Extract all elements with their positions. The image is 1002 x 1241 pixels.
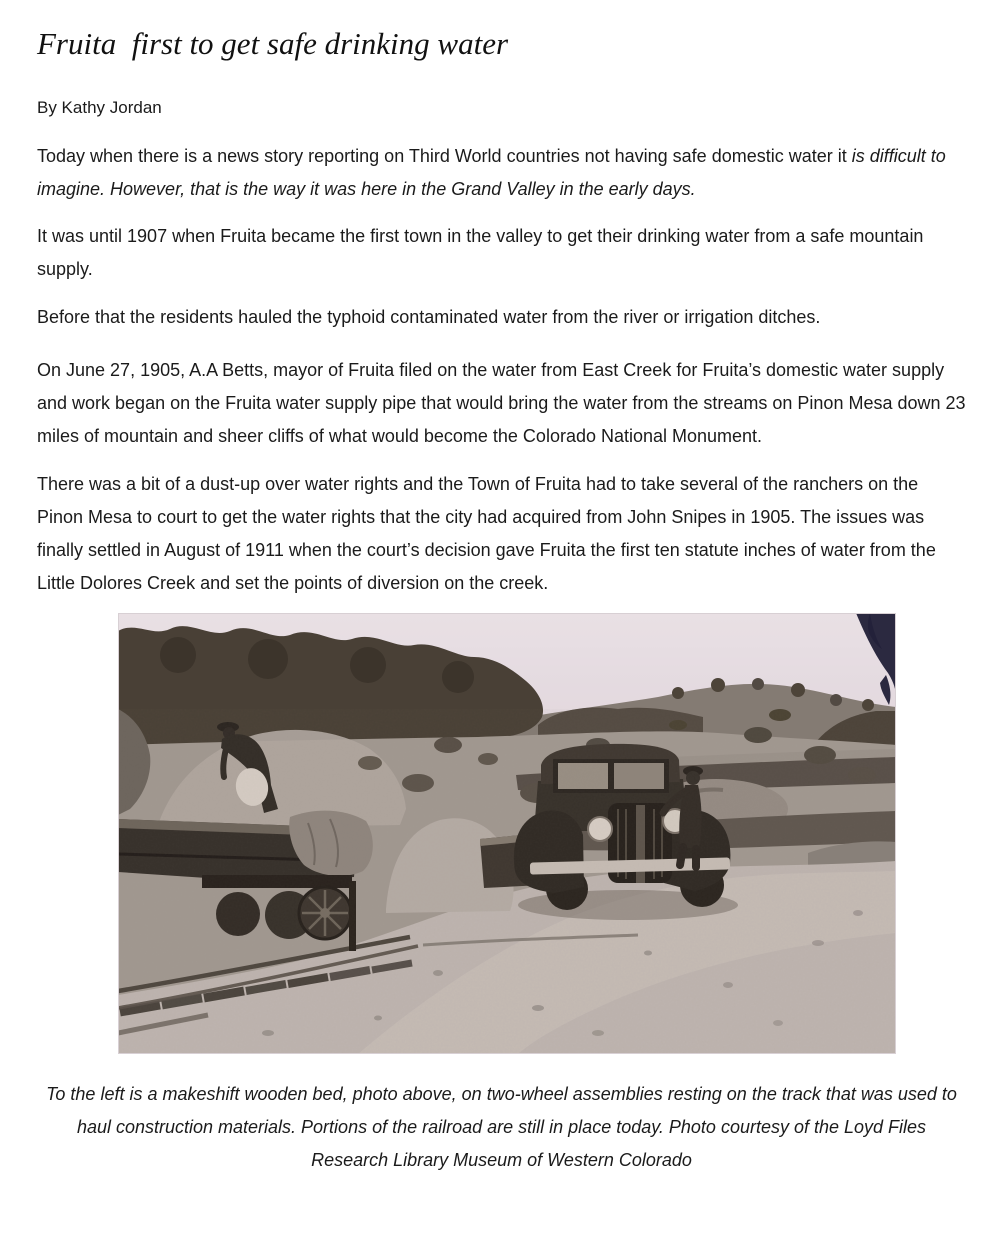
article-paragraph: Before that the residents hauled the typhoid contaminated water from the river or irrigation ditches. xyxy=(37,307,821,327)
article-paragraph-intro xyxy=(37,140,966,206)
article-paragraph: On June 27, 1905, A.A Betts, mayor of Fruita filed on the water from East Creek for Fruita’s domestic water supply and work began on the Fruita water supply pipe that would bring the water from the streams on Pinon Mesa down 23 miles of mountain and sheer cliffs of what would become the Colorado National Monument. xyxy=(37,360,966,446)
photo-caption: To the left is a makeshift wooden bed, photo above, on two-wheel assemblies resting on the track that was used to haul construction materials. Portions of the railroad are still in place today. Photo courtesy of the Loyd Files Research Library Museum of Western Colorado xyxy=(46,1084,957,1170)
article-byline: By Kathy Jordan xyxy=(37,98,162,117)
historic-photo xyxy=(118,613,896,1054)
intro-plain-text: Today when there is a news story reporting on Third World countries not having safe domestic water it xyxy=(37,146,852,166)
photo-tint-overlay xyxy=(118,613,896,1054)
intro-italic-text: is difficult to imagine. However, that is the way it was here in the Grand Valley in the early days. xyxy=(37,146,946,199)
article-paragraph: There was a bit of a dust-up over water rights and the Town of Fruita had to take several of the ranchers on the Pinon Mesa to court to get the water rights that the city had acquired from John Snipes in 1905. The issues was finally settled in August of 1911 when the court’s decision gave Fruita the first ten statute inches of water from the Little Dolores Creek and set the points of diversion on the creek. xyxy=(37,474,936,593)
article-photo-figure xyxy=(118,613,966,1054)
article-title: Fruita first to get safe drinking water xyxy=(37,26,509,61)
article-paragraph: It was until 1907 when Fruita became the first town in the valley to get their drinking water from a safe mountain supply. xyxy=(37,226,924,279)
